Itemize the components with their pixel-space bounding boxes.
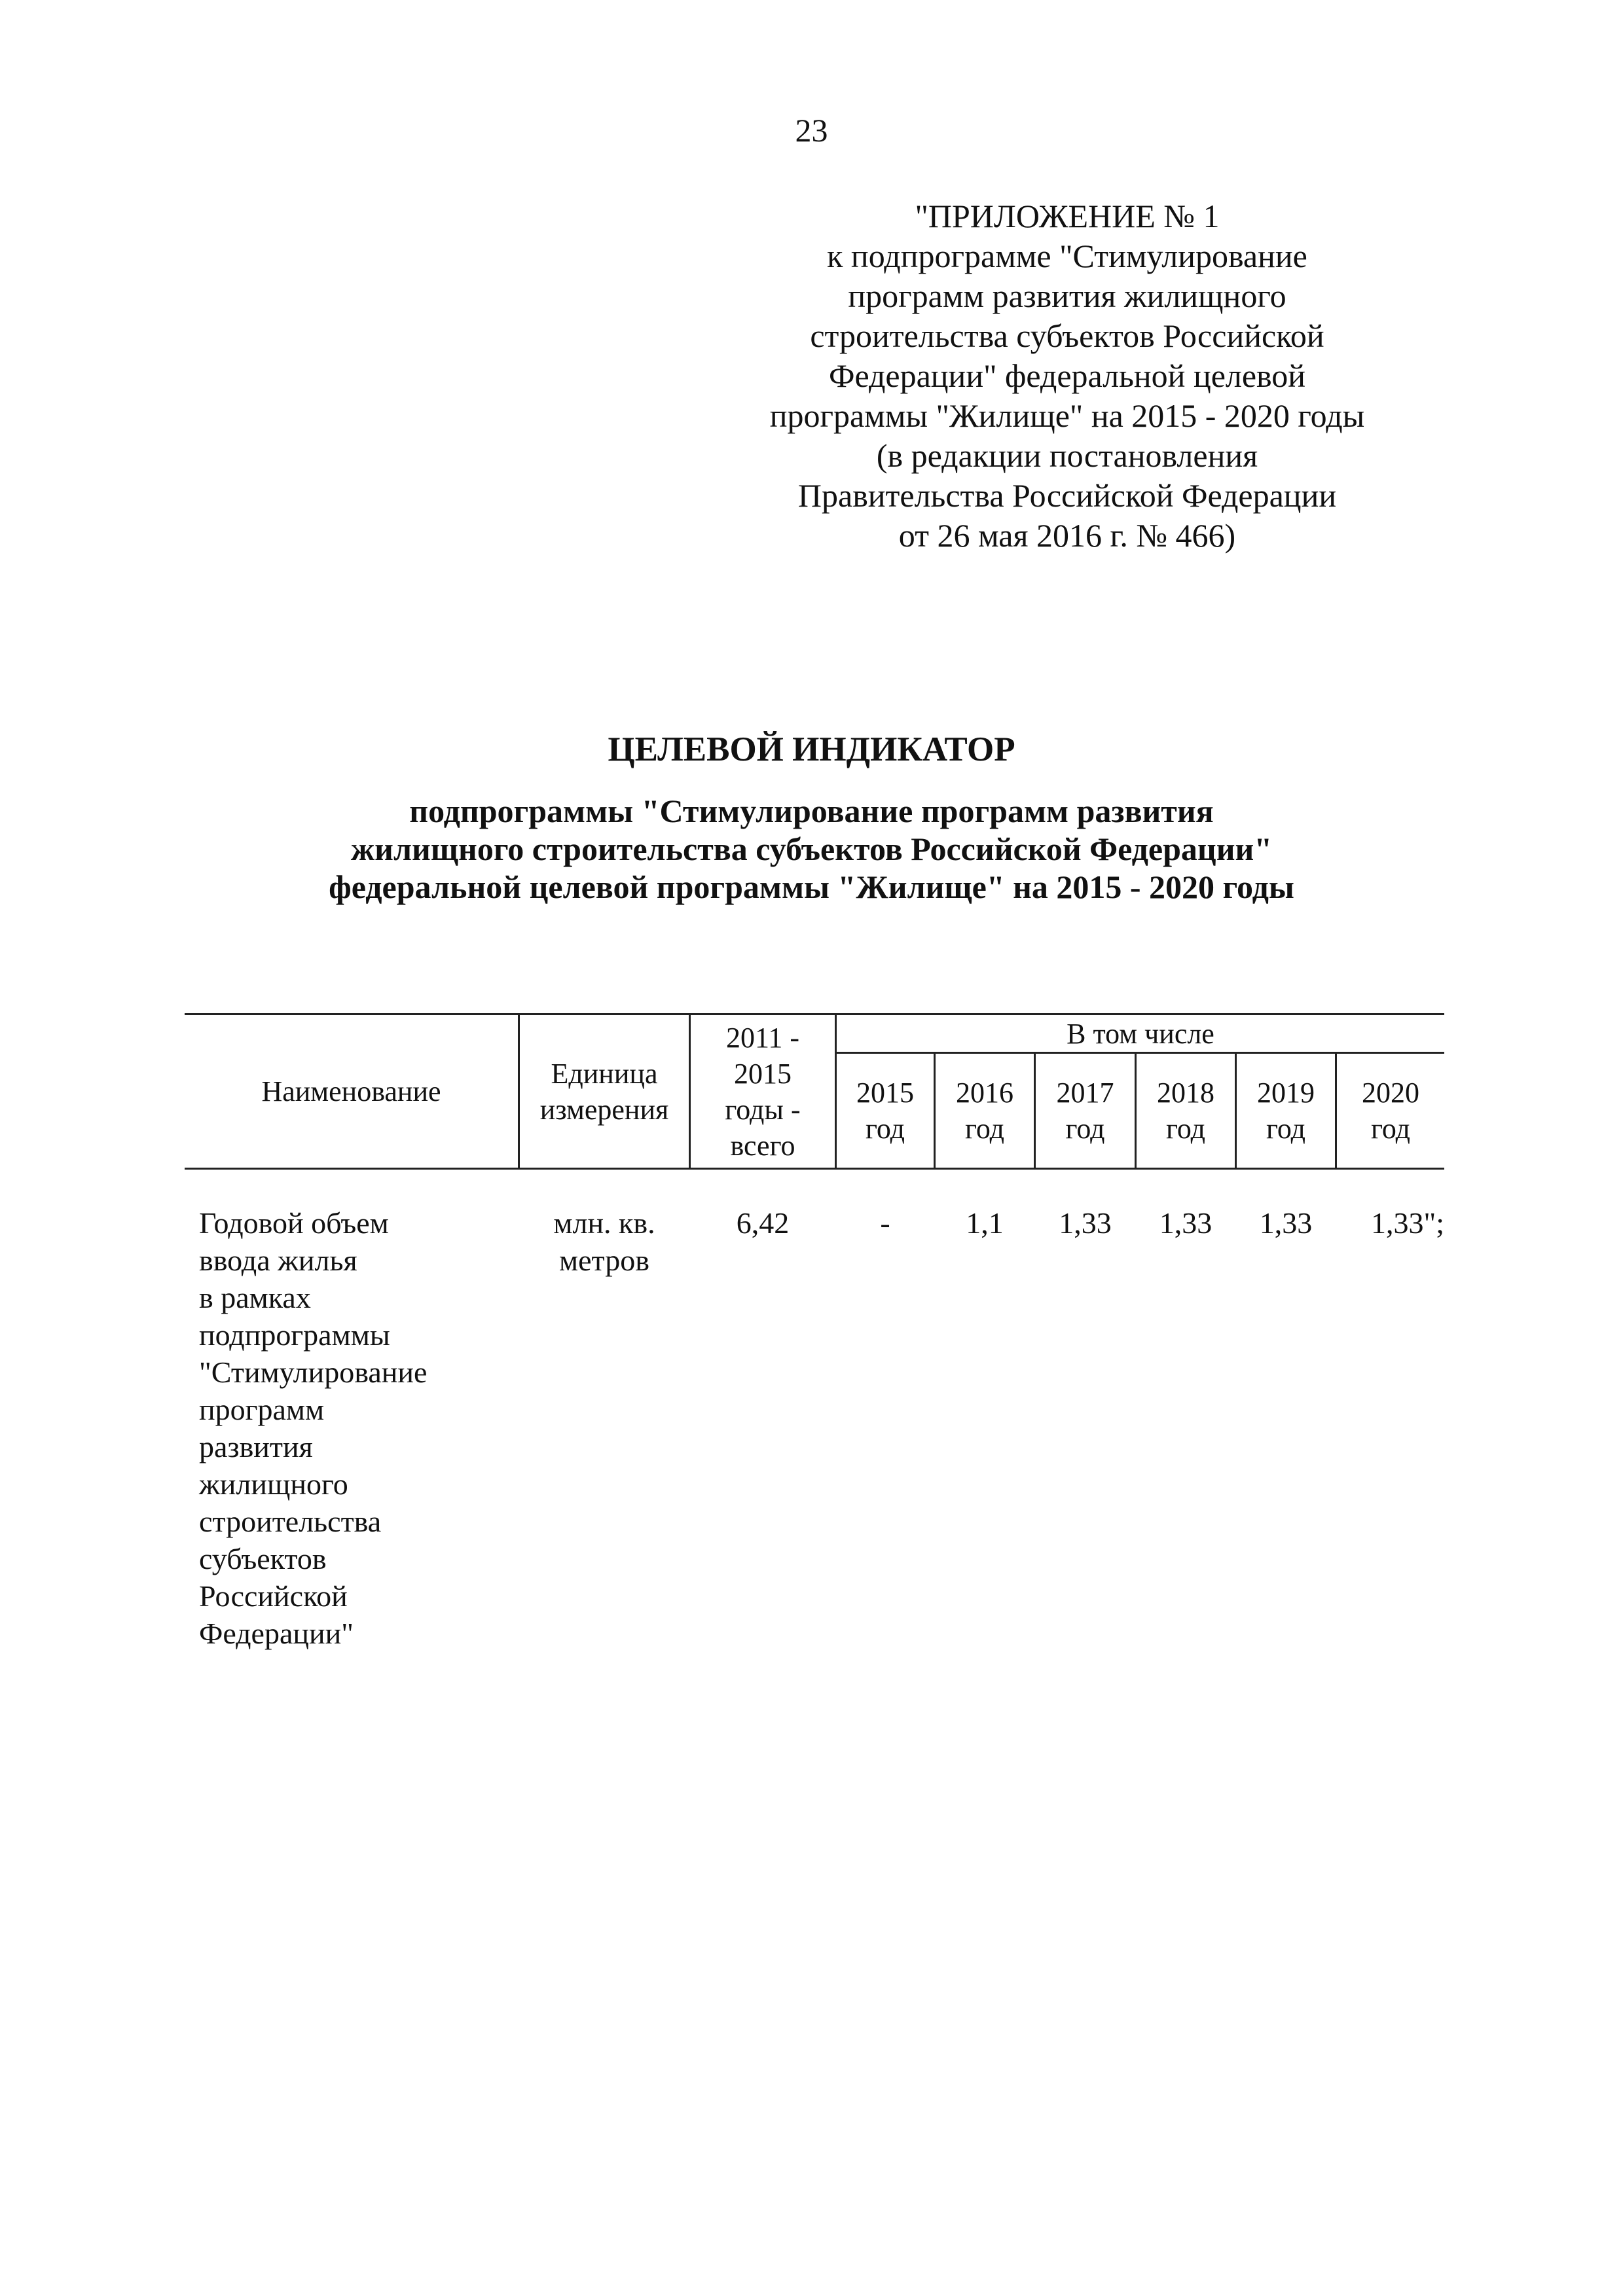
row-value-2016: 1,1	[966, 1206, 1004, 1240]
header-year-2019	[1237, 1054, 1335, 1168]
row-unit	[520, 1204, 689, 1279]
appendix-line: Правительства Российской Федерации	[797, 477, 1337, 514]
header-year-unit: год	[1065, 1113, 1105, 1145]
appendix-block	[707, 196, 1427, 556]
appendix-line: "ПРИЛОЖЕНИЕ № 1	[915, 198, 1220, 234]
appendix-line: программ развития жилищного	[848, 278, 1286, 314]
document-subheading	[0, 792, 1623, 906]
appendix-line: строительства субъектов Российской	[810, 317, 1324, 354]
row-name-line: подпрограммы	[199, 1318, 390, 1352]
header-total-line: 2015	[734, 1057, 792, 1090]
row-name-line: программ	[199, 1393, 325, 1426]
header-year-unit: год	[1165, 1113, 1206, 1145]
header-year-number: 2018	[1157, 1077, 1214, 1109]
indicator-table	[185, 1013, 1444, 1170]
row-value-2020: 1,33";	[1370, 1206, 1444, 1240]
header-year-2017	[1036, 1054, 1135, 1168]
row-name-line: строительства	[199, 1505, 382, 1538]
row-value-2015: -	[880, 1206, 890, 1240]
subheading-line: федеральной целевой программы "Жилище" на 2015 - 2020 годы	[329, 869, 1294, 905]
table-header-bottom-rule	[185, 1168, 1444, 1170]
row-name-line: "Стимулирование	[199, 1355, 428, 1389]
row-name-line: Федерации"	[199, 1617, 354, 1650]
document-heading: ЦЕЛЕВОЙ ИНДИКАТОР	[608, 730, 1015, 768]
header-year-number: 2015	[856, 1077, 914, 1109]
appendix-line: от 26 мая 2016 г. № 466)	[898, 517, 1236, 554]
header-including	[837, 1015, 1444, 1052]
header-year-unit: год	[1266, 1113, 1306, 1145]
header-name	[185, 1015, 518, 1168]
header-year-unit: год	[865, 1113, 905, 1145]
header-total-line: всего	[730, 1129, 795, 1162]
header-including-label: В том числе	[1067, 1017, 1214, 1050]
header-year-number: 2019	[1257, 1077, 1315, 1109]
row-name-line: Российской	[199, 1579, 348, 1613]
header-total	[691, 1015, 835, 1168]
row-name-line: Годовой объем	[199, 1206, 389, 1240]
appendix-line: программы "Жилище" на 2015 - 2020 годы	[769, 397, 1365, 434]
appendix-line: (в редакции постановления	[876, 437, 1258, 474]
header-year-unit: год	[964, 1113, 1005, 1145]
appendix-line: Федерации" федеральной целевой	[828, 357, 1306, 394]
header-unit-line: Единица	[551, 1057, 658, 1090]
header-year-number: 2017	[1056, 1077, 1114, 1109]
row-unit-line: млн. кв.	[553, 1206, 655, 1240]
header-unit	[520, 1015, 689, 1168]
row-total: 6,42	[736, 1206, 790, 1240]
row-value-2017: 1,33	[1059, 1206, 1112, 1240]
header-year-number: 2016	[956, 1077, 1013, 1109]
page-number: 23	[795, 112, 828, 149]
row-value-2019: 1,33	[1259, 1206, 1313, 1240]
header-unit-line: измерения	[539, 1093, 669, 1126]
header-total-line: годы -	[725, 1093, 801, 1126]
header-year-2020	[1337, 1054, 1444, 1168]
row-name-line: жилищного	[199, 1467, 348, 1501]
header-year-2015	[837, 1054, 934, 1168]
row-name-line: в рамках	[199, 1281, 311, 1314]
subheading-line: подпрограммы "Стимулирование программ развития	[409, 793, 1214, 829]
row-name-line: развития	[199, 1430, 313, 1463]
header-year-2016	[936, 1054, 1034, 1168]
row-name	[199, 1204, 513, 1652]
header-name-label: Наименование	[261, 1075, 441, 1107]
row-name-line: ввода жилья	[199, 1244, 357, 1277]
row-value-2018: 1,33	[1159, 1206, 1213, 1240]
header-year-2018	[1137, 1054, 1235, 1168]
header-year-number: 2020	[1362, 1077, 1419, 1109]
subheading-line: жилищного строительства субъектов Российской Федерации"	[350, 831, 1273, 867]
row-name-line: субъектов	[199, 1542, 327, 1575]
header-year-unit: год	[1370, 1113, 1411, 1145]
row-unit-line: метров	[559, 1244, 649, 1277]
header-total-line: 2011 -	[725, 1021, 800, 1054]
appendix-line: к подпрограмме "Стимулирование	[827, 238, 1307, 274]
